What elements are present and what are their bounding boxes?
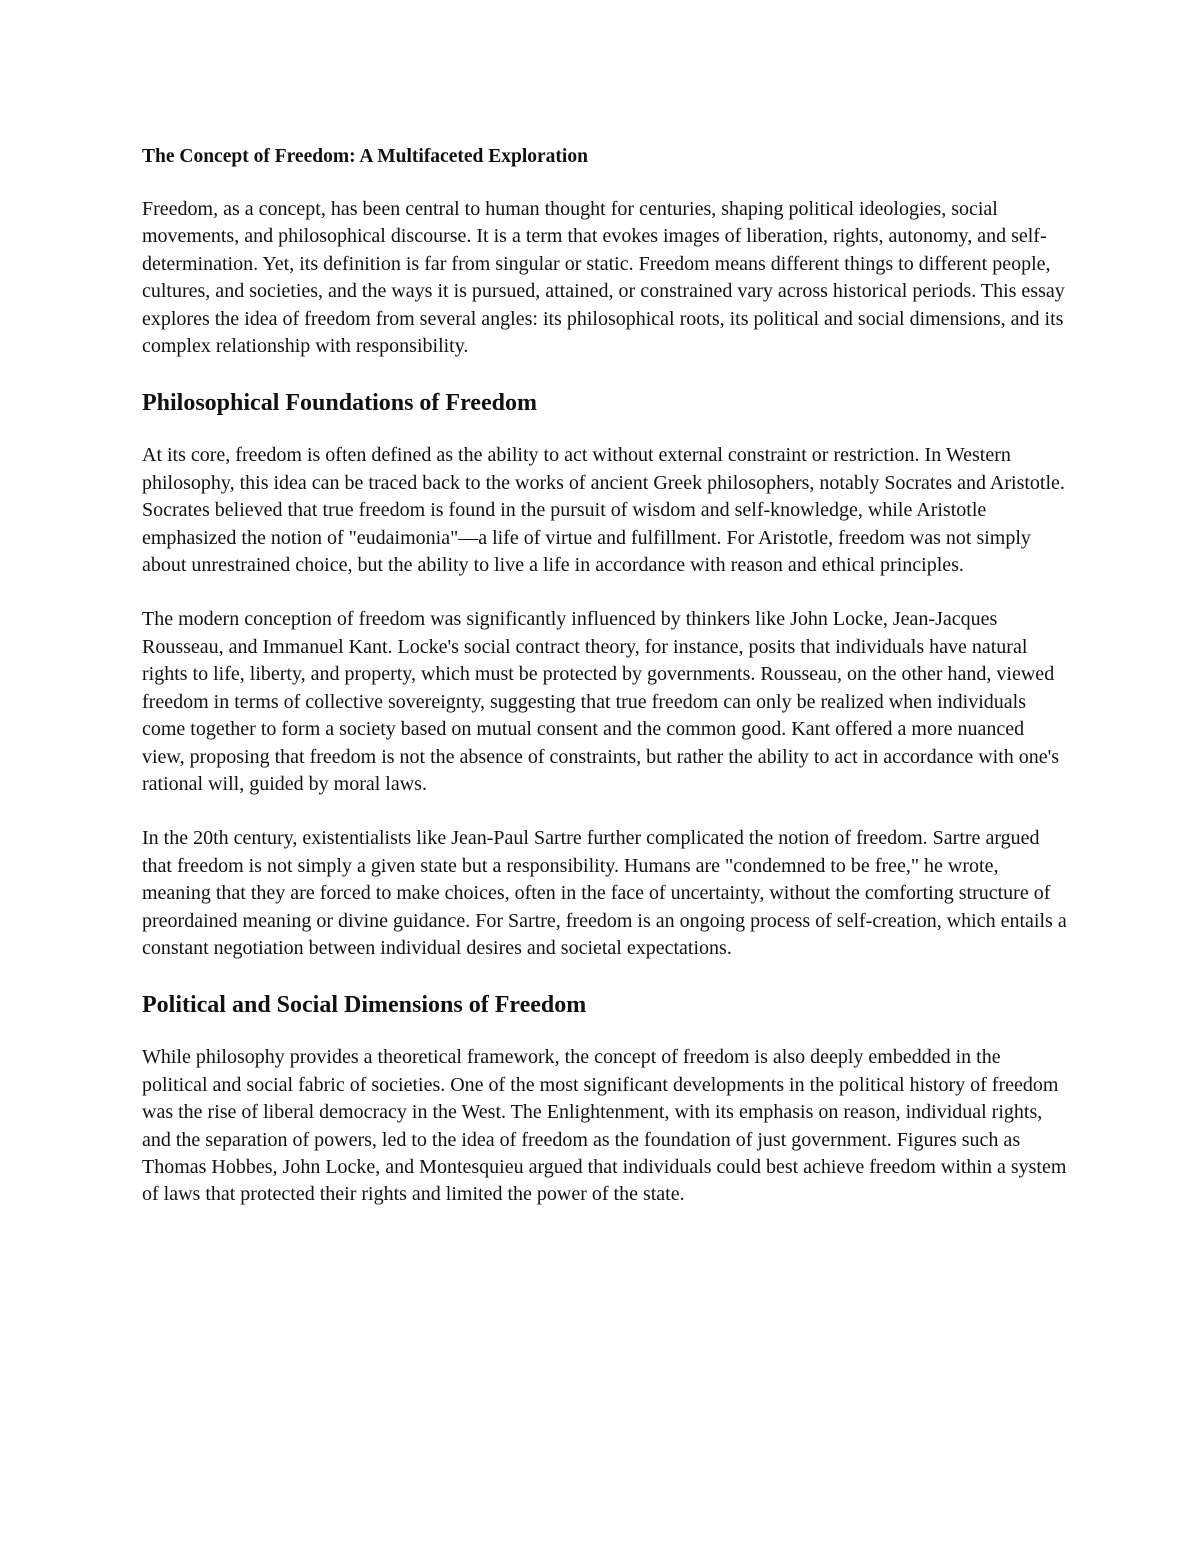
paragraph: In the 20th century, existentialists like Jean-Paul Sartre further complicated the notion of freedom. Sartre argued that freedom is not simply a given state but a responsibility. Humans are "condemned to be free," he wrote, meaning that they are forced to make choices, often in the face of uncertainty, without the comforting structure of preordained meaning or divine guidance. For Sartre, freedom is an ongoing process of self-creation, which entails a constant negotiation between individual desires and societal expectations. xyxy=(142,827,1067,959)
section-heading-political-social: Political and Social Dimensions of Freedom xyxy=(142,992,587,1019)
document-page xyxy=(142,143,1067,1236)
document-title: The Concept of Freedom: A Multifaceted Exploration xyxy=(142,146,588,167)
paragraph: While philosophy provides a theoretical framework, the concept of freedom is also deeply embedded in the political and social fabric of societies. One of the most significant developments in the political history of freedom was the rise of liberal democracy in the West. The Enlightenment, with its emphasis on reason, individual rights, and the separation of powers, led to the idea of freedom as the foundation of just government. Figures such as Thomas Hobbes, John Locke, and Montesquieu argued that individuals could best achieve freedom within a system of laws that protected their rights and limited the power of the state. xyxy=(142,1046,1067,1206)
intro-paragraph: Freedom, as a concept, has been central to human thought for centuries, shaping political ideologies, social movements, and philosophical discourse. It is a term that evokes images of liberation, rights, autonomy, and self-determination. Yet, its definition is far from singular or static. Freedom means different things to different people, cultures, and societies, and the ways it is pursued, attained, or constrained vary across historical periods. This essay explores the idea of freedom from several angles: its philosophical roots, its political and social dimensions, and its complex relationship with responsibility. xyxy=(142,198,1065,358)
paragraph: The modern conception of freedom was significantly influenced by thinkers like John Locke, Jean-Jacques Rousseau, and Immanuel Kant. Locke's social contract theory, for instance, posits that individuals have natural rights to life, liberty, and property, which must be protected by governments. Rousseau, on the other hand, viewed freedom in terms of collective sovereignty, suggesting that true freedom can only be realized when individuals come together to form a society based on mutual consent and the common good. Kant offered a more nuanced view, proposing that freedom is not the absence of constraints, but rather the ability to act in accordance with one's rational will, guided by moral laws. xyxy=(142,608,1060,795)
section-heading-philosophical: Philosophical Foundations of Freedom xyxy=(142,390,537,417)
paragraph: At its core, freedom is often defined as the ability to act without external constraint or restriction. In Western philosophy, this idea can be traced back to the works of ancient Greek philosophers, notably Socrates and Aristotle. Socrates believed that true freedom is found in the pursuit of wisdom and self-knowledge, while Aristotle emphasized the notion of "eudaimonia"—a life of virtue and fulfillment. For Aristotle, freedom was not simply about unrestrained choice, but the ability to live a life in accordance with reason and ethical principles. xyxy=(142,444,1065,577)
